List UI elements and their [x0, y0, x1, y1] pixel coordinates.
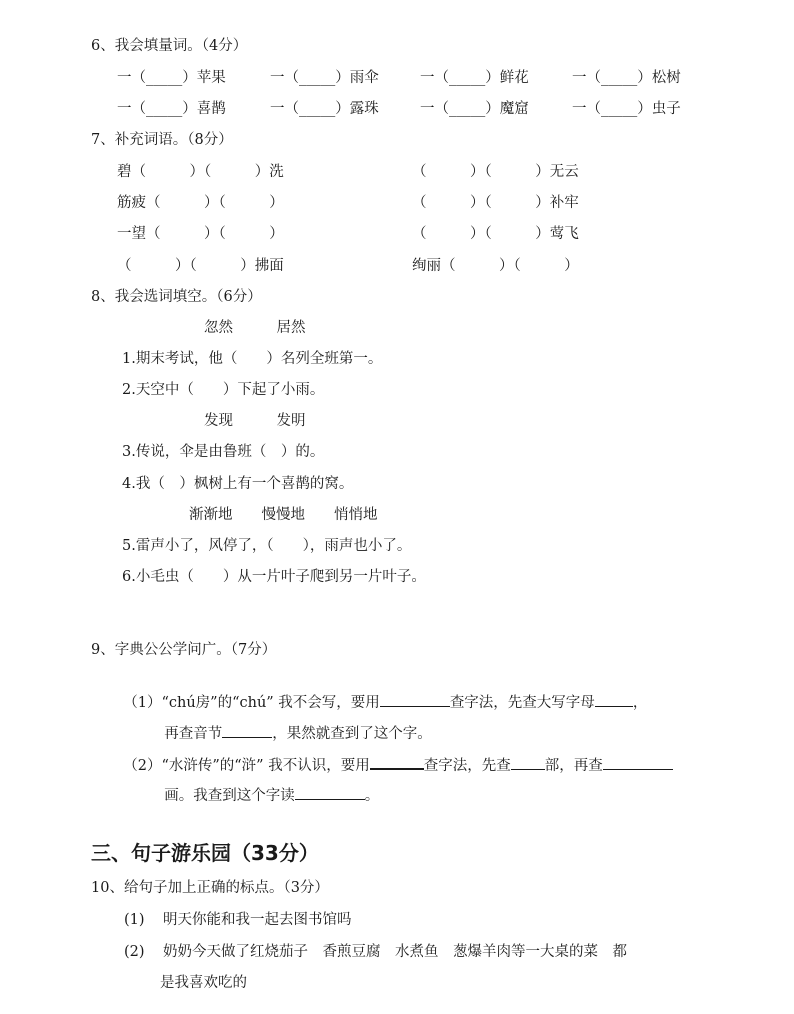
- q8-title: 8、我会选词填空。（6分）: [91, 289, 262, 305]
- q9-text: 部，再查: [544, 758, 603, 774]
- section-heading: 三、句子游乐园（33分）: [91, 841, 319, 865]
- q6-item[interactable]: 一（_____）雨伞: [270, 70, 379, 86]
- q8-sentence[interactable]: 3.传说，伞是由鲁班（ ）的。: [122, 444, 325, 460]
- fill-blank[interactable]: [511, 755, 545, 770]
- q8-word-choices: 发现 发明: [204, 413, 306, 429]
- q8-sentence[interactable]: 2.天空中（ ）下起了小雨。: [122, 382, 325, 398]
- q6-item[interactable]: 一（_____）鲜花: [420, 70, 529, 86]
- q8-sentence[interactable]: 4.我（ ）枫树上有一个喜鹊的窝。: [122, 476, 354, 492]
- fill-blank[interactable]: [595, 692, 633, 707]
- q10-sentence[interactable]: 明天你能和我一起去图书馆吗: [163, 912, 352, 928]
- q9-part2-line2: [155, 765, 379, 806]
- q8-sentence[interactable]: 1.期末考试，他（ ）名列全班第一。: [122, 351, 383, 367]
- q7-title: 7、补充词语。（8分）: [91, 132, 233, 148]
- q9-text: 查字法，先查: [423, 758, 511, 774]
- q8-word-choices: 忽然 居然: [204, 320, 306, 336]
- q8-sentence[interactable]: 5.雷声小了，风停了，（ ），雨声也小了。: [122, 538, 412, 554]
- q10-num: (2): [124, 944, 145, 960]
- q6-item[interactable]: 一（_____）苹果: [117, 70, 226, 86]
- fill-blank[interactable]: [295, 785, 365, 800]
- q6-item[interactable]: 一（_____）松树: [572, 70, 681, 86]
- q6-item[interactable]: 一（_____）魔窟: [420, 101, 529, 117]
- q10-title: 10、给句子加上正确的标点。（3分）: [91, 880, 329, 896]
- q9-text: 画。我查到这个字读: [164, 788, 295, 804]
- q7-idiom[interactable]: （ ）（ ）拂面: [117, 258, 284, 274]
- q9-text: （1）“chú房”的“chú” 我不会写，要用: [123, 695, 380, 711]
- q10-num: (1): [124, 912, 145, 928]
- q9-title: 9、字典公公学问广。（7分）: [91, 642, 277, 658]
- q8-word-choices: 渐渐地 慢慢地 悄悄地: [189, 507, 378, 523]
- q9-text: 。: [364, 788, 380, 804]
- fill-blank[interactable]: [603, 755, 673, 770]
- q6-item[interactable]: 一（_____）露珠: [270, 101, 379, 117]
- q7-idiom[interactable]: 筋疲（ ）（ ）: [117, 195, 284, 211]
- q7-idiom[interactable]: 碧（ ）（ ）洗: [117, 164, 284, 180]
- q9-text: （2）“水浒传”的“浒” 我不认识，要用: [123, 758, 370, 774]
- q9-text: ，: [632, 695, 648, 711]
- q9-text: 查字法，先查大写字母: [449, 695, 595, 711]
- q7-idiom[interactable]: （ ）（ ）莺飞: [412, 226, 579, 242]
- q8-sentence[interactable]: 6.小毛虫（ ）从一片叶子爬到另一片叶子。: [122, 569, 426, 585]
- q7-idiom[interactable]: 一望（ ）（ ）: [117, 226, 284, 242]
- q9-text: 再查音节: [164, 726, 223, 742]
- q7-idiom[interactable]: （ ）（ ）无云: [412, 164, 579, 180]
- q9-text: ，果然就查到了这个字。: [272, 726, 432, 742]
- q7-idiom[interactable]: （ ）（ ）补牢: [412, 195, 579, 211]
- q10-sentence[interactable]: 奶奶今天做了红烧茄子 香煎豆腐 水煮鱼 葱爆羊肉等一大桌的菜 都: [163, 944, 627, 960]
- q6-item[interactable]: 一（_____）喜鹊: [117, 101, 226, 117]
- q10-sentence-cont[interactable]: 是我喜欢吃的: [160, 975, 247, 991]
- q7-idiom[interactable]: 绚丽（ ）（ ）: [412, 258, 579, 274]
- q6-title: 6、我会填量词。（4分）: [91, 38, 248, 54]
- q6-item[interactable]: 一（_____）虫子: [572, 101, 681, 117]
